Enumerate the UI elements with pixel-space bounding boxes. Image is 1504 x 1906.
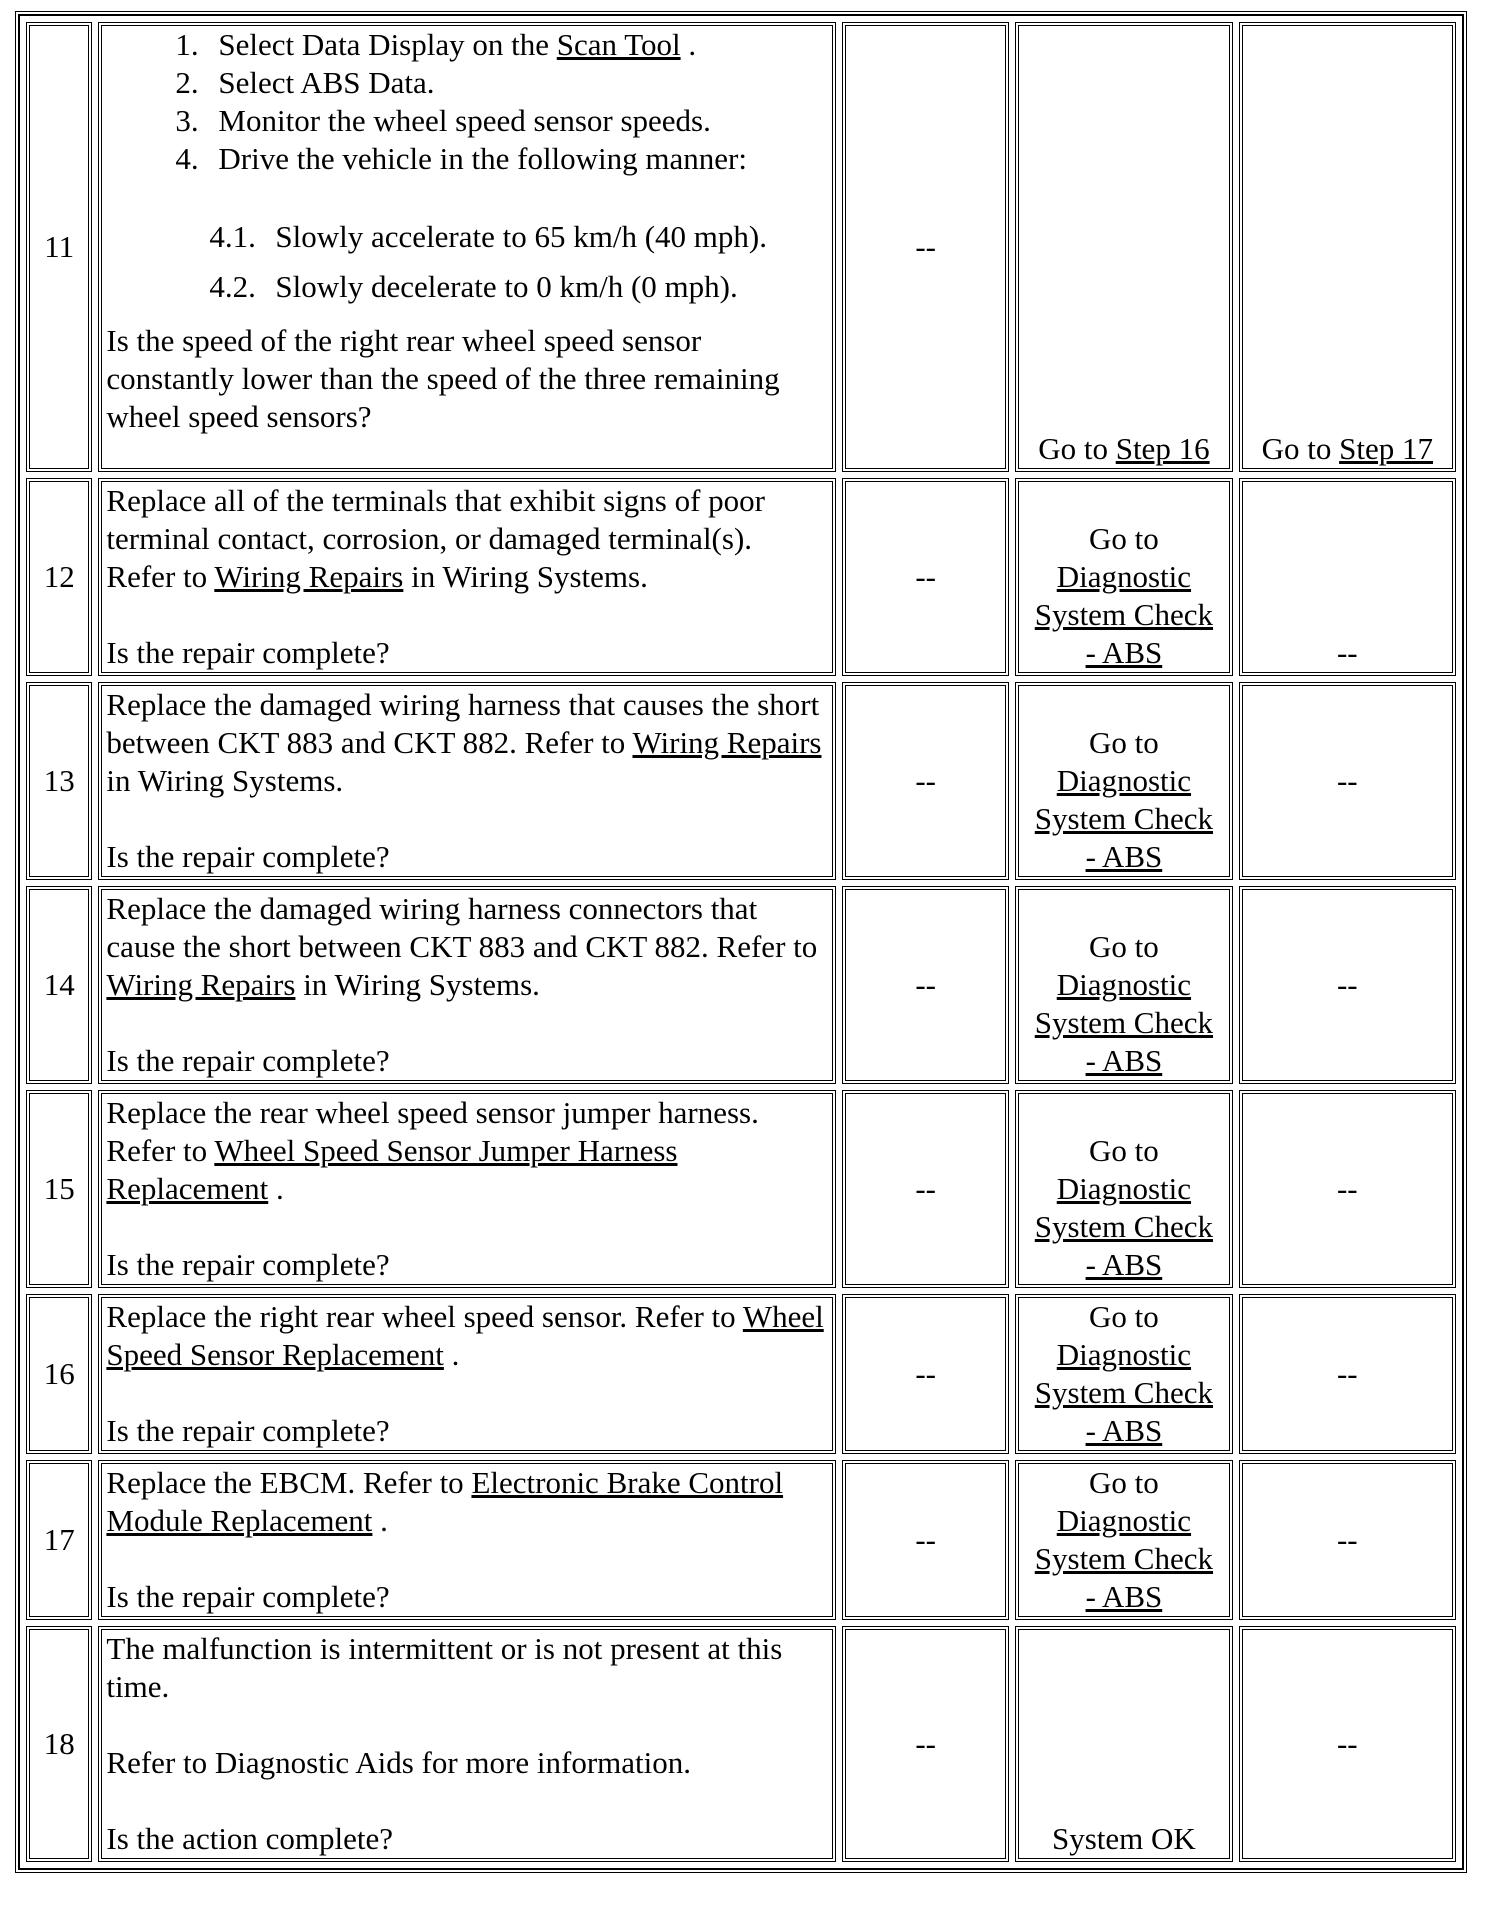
substep-number: 4.2. (209, 269, 256, 304)
yes-cell (1015, 1460, 1232, 1620)
yes-cell (1015, 22, 1232, 472)
action-text (106, 890, 828, 1004)
table-row (26, 1626, 1456, 1862)
action-cell (98, 1460, 836, 1620)
action-text-part: Replace the right rear wheel speed sensor. Refer to (106, 1299, 743, 1334)
action-question: Is the repair complete? (106, 635, 390, 670)
wiring-repairs-link[interactable]: Wiring Repairs (106, 967, 296, 1002)
action-text-part: in Wiring Systems. (295, 967, 540, 1002)
action-cell (98, 682, 836, 880)
value-cell: -- (842, 478, 1009, 676)
yes-cell (1015, 1294, 1232, 1454)
action-text (106, 686, 828, 800)
diagnostic-system-check-link[interactable]: System Check (1034, 1209, 1214, 1244)
list-item: 3. Monitor the wheel speed sensor speeds. (206, 102, 828, 140)
jumper-harness-replacement-link[interactable]: Wheel Speed Sensor Jumper Harness Replacement (106, 1133, 678, 1206)
value-cell: -- (842, 1626, 1009, 1862)
action-text-part: Replace the EBCM. Refer to (106, 1465, 472, 1500)
substep-number: 4.1. (209, 219, 256, 254)
substep-item (209, 268, 828, 306)
step-number: 15 (26, 1090, 92, 1288)
action-text: Refer to Diagnostic Aids for more information. (106, 1745, 691, 1780)
substep-text: Slowly decelerate to 0 km/h (0 mph). (275, 269, 738, 304)
no-cell: -- (1239, 1626, 1456, 1862)
list-item (206, 26, 828, 64)
wheel-speed-sensor-replacement-link[interactable]: Wheel Speed Sensor Replacement (106, 1299, 824, 1372)
yes-text: Go to (1089, 1465, 1159, 1500)
value-cell: -- (842, 1460, 1009, 1620)
yes-cell: System OK (1015, 1626, 1232, 1862)
diagnostic-system-check-link[interactable]: System Check (1034, 597, 1214, 632)
no-cell: -- (1239, 1090, 1456, 1288)
diagnostic-system-check-link[interactable]: System Check (1034, 801, 1214, 836)
action-question: Is the speed of the right rear wheel speed sensor constantly lower than the speed of the three remaining wheel speed sensors? (106, 323, 780, 434)
action-list (106, 26, 828, 178)
list-item-text: . (680, 27, 697, 62)
yes-cell (1015, 682, 1232, 880)
value-cell: -- (842, 1294, 1009, 1454)
substep-text: Slowly accelerate to 65 km/h (40 mph). (275, 219, 767, 254)
action-text (106, 1464, 828, 1540)
action-text-part: Replace the rear wheel speed sensor jumper harness. Refer to (106, 1095, 759, 1168)
action-text (106, 1298, 828, 1374)
value-cell: -- (842, 682, 1009, 880)
action-question: Is the repair complete? (106, 1413, 390, 1448)
list-item: 4. Drive the vehicle in the following manner: (206, 140, 828, 178)
action-question: Is the action complete? (106, 1821, 394, 1856)
diagnostic-system-check-link[interactable]: - ABS (1085, 1247, 1163, 1282)
action-text-part: Replace the damaged wiring harness connectors that cause the short between CKT 883 and CKT 882. Refer to (106, 891, 818, 964)
action-text (106, 1094, 828, 1208)
wiring-repairs-link[interactable]: Wiring Repairs (632, 725, 822, 760)
action-text-part: in Wiring Systems. (403, 559, 648, 594)
action-cell (98, 886, 836, 1084)
diagnostic-system-check-link[interactable]: Diagnostic (1056, 1171, 1192, 1206)
action-text-part: . (268, 1171, 284, 1206)
diagnostic-table-container (18, 14, 1464, 1870)
yes-text: Go to (1089, 521, 1159, 556)
diagnostic-system-check-link[interactable]: System Check (1034, 1375, 1214, 1410)
step-16-link[interactable]: Step 16 (1115, 431, 1210, 466)
no-cell: -- (1239, 886, 1456, 1084)
action-question: Is the repair complete? (106, 839, 390, 874)
table-row (26, 478, 1456, 676)
value-cell: -- (842, 886, 1009, 1084)
table-row (26, 22, 1456, 472)
diagnostic-system-check-link[interactable]: - ABS (1085, 635, 1163, 670)
diagnostic-system-check-link[interactable]: Diagnostic (1056, 1503, 1192, 1538)
diagnostic-system-check-link[interactable]: - ABS (1085, 1413, 1163, 1448)
action-text-part: Replace all of the terminals that exhibit signs of poor terminal contact, corrosion, or damaged terminal(s). Refer to (106, 483, 766, 594)
action-text: The malfunction is intermittent or is not present at this time. (106, 1631, 783, 1704)
table-row (26, 682, 1456, 880)
yes-text: Go to (1089, 1299, 1159, 1334)
ebcm-replacement-link[interactable]: Electronic Brake Control Module Replacement (106, 1465, 784, 1538)
action-question: Is the repair complete? (106, 1247, 390, 1282)
action-question: Is the repair complete? (106, 1043, 390, 1078)
action-cell (98, 478, 836, 676)
yes-text: Go to (1089, 1133, 1159, 1168)
diagnostic-system-check-link[interactable]: - ABS (1085, 839, 1163, 874)
yes-cell (1015, 1090, 1232, 1288)
yes-cell (1015, 886, 1232, 1084)
table-row (26, 886, 1456, 1084)
action-cell (98, 1626, 836, 1862)
no-cell: -- (1239, 478, 1456, 676)
no-cell: -- (1239, 1460, 1456, 1620)
step-number: 16 (26, 1294, 92, 1454)
list-item-text: Select Data Display on the (218, 27, 557, 62)
table-row (26, 1460, 1456, 1620)
table-row (26, 1090, 1456, 1288)
diagnostic-system-check-link[interactable]: Diagnostic (1056, 763, 1192, 798)
list-item: 2. Select ABS Data. (206, 64, 828, 102)
scan-tool-link[interactable]: Scan Tool (556, 27, 681, 62)
yes-text: Go to (1089, 725, 1159, 760)
diagnostic-system-check-link[interactable]: Diagnostic (1056, 1337, 1192, 1372)
action-cell (98, 22, 836, 472)
action-cell (98, 1294, 836, 1454)
no-text: Go to (1261, 431, 1340, 466)
yes-cell (1015, 478, 1232, 676)
action-question: Is the repair complete? (106, 1579, 390, 1614)
step-number: 18 (26, 1626, 92, 1862)
value-cell: -- (842, 1090, 1009, 1288)
action-text-part: Replace the damaged wiring harness that causes the short between CKT 883 and CKT 882. Refer to (106, 687, 820, 760)
action-text-part: in Wiring Systems. (106, 763, 344, 798)
no-cell: -- (1239, 682, 1456, 880)
step-number: 17 (26, 1460, 92, 1620)
action-text-part: . (372, 1503, 388, 1538)
diagnostic-system-check-link[interactable]: - ABS (1085, 1579, 1163, 1614)
diagnostic-system-check-link[interactable]: Diagnostic (1056, 967, 1192, 1002)
yes-text: Go to (1038, 431, 1116, 466)
wiring-repairs-link[interactable]: Wiring Repairs (214, 559, 404, 594)
step-17-link[interactable]: Step 17 (1339, 431, 1433, 466)
diagnostic-table (18, 14, 1464, 1870)
step-number: 13 (26, 682, 92, 880)
substep-item (209, 218, 828, 256)
diagnostic-system-check-link[interactable]: - ABS (1085, 1043, 1163, 1078)
diagnostic-system-check-link[interactable]: System Check (1034, 1005, 1214, 1040)
diagnostic-system-check-link[interactable]: System Check (1034, 1541, 1214, 1576)
action-text-part: . (443, 1337, 460, 1372)
step-number: 14 (26, 886, 92, 1084)
yes-text: Go to (1089, 929, 1159, 964)
action-cell (98, 1090, 836, 1288)
action-text (106, 482, 828, 596)
no-cell: -- (1239, 1294, 1456, 1454)
value-cell: -- (842, 22, 1009, 472)
table-row (26, 1294, 1456, 1454)
diagnostic-system-check-link[interactable]: Diagnostic (1056, 559, 1192, 594)
substep-list (106, 218, 828, 306)
no-cell (1239, 22, 1456, 472)
step-number: 11 (26, 22, 92, 472)
step-number: 12 (26, 478, 92, 676)
